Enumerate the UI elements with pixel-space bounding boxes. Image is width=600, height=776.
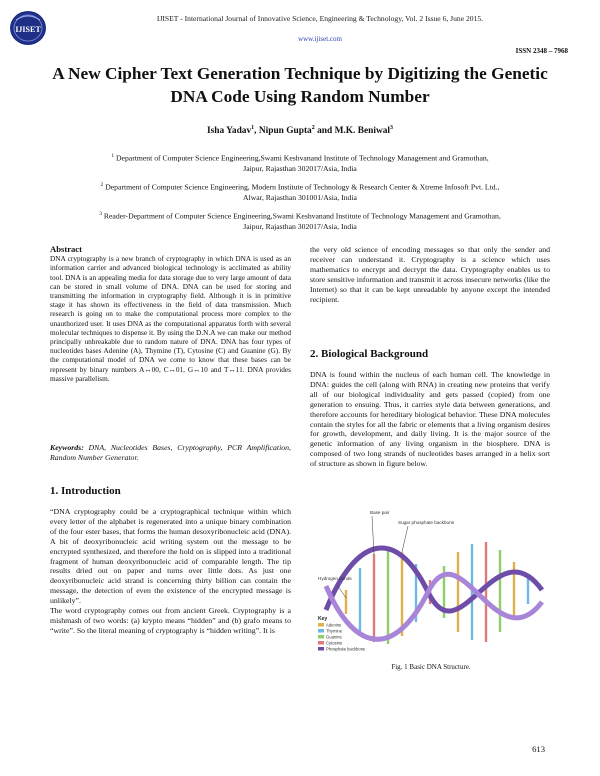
label-sugar-phosphate: Sugar phosphate backbone [398, 520, 455, 525]
paper-title [40, 62, 560, 108]
key-swatch-phosphate [318, 647, 324, 651]
affiliation-line: Alwar, Rajasthan 301001/Asia, India [243, 193, 357, 203]
abstract-section [50, 245, 291, 383]
title-line-2: DNA Code Using Random Number [170, 87, 430, 106]
author-separator: , [254, 126, 259, 137]
author-separator: and [314, 126, 335, 137]
keywords [50, 443, 291, 463]
keywords-text: DNA, Nucleotides Bases, Cryptography, PCR Amplification, Random Number Generator. [50, 443, 291, 462]
affiliation [60, 209, 540, 233]
dna-structure-figure [316, 506, 546, 658]
affiliation-line: Department of Computer Science Engineering,Swami Keshvanand Institute of Technology Management and Gramothan, [114, 153, 489, 163]
affiliation-line: Jaipur, Rajasthan 302017/Asia, India [243, 164, 357, 174]
affiliation-line: Department of Computer Science Engineering, Modern Institute of Technology & Research Center & Xtreme Infosoft Pvt. Ltd., [103, 182, 500, 192]
key-swatch-cytosine [318, 641, 324, 645]
author-name: M.K. Beniwal [334, 126, 391, 137]
journal-website-link[interactable]: www.ijiset.com [298, 35, 342, 43]
journal-line: IJISET - International Journal of Innovative Science, Engineering & Technology, Vol. 2 Issue 6, June 2015. [156, 14, 484, 23]
intro-paragraph: “DNA cryptography could be a cryptographical technique within which every letter of the alphabet is regenerated into a unique binary combination of the four ester bases, that forms the human desoxyribonucleic acid (DNA). A bit of deoxyribonucleic acid writing system out the message to be encrypted synthesized, and therefore the hold on is slipped into a traditional fragment of human deoxyribonucleic acid of comparable length. The tip results dried out on paper and turns over little dots. As just one deoxyribonucleic acid strand is concerning thirty billion can contain the message, the detection of even the existence of the encrypted message is unlikely”. [50, 507, 291, 606]
key-title: Key [318, 616, 328, 622]
affiliation-sup: 1 [111, 153, 115, 159]
introduction-heading: 1. Introduction [50, 485, 121, 497]
biological-background-body: DNA is found within the nucleus of each human cell. The knowledge in DNA: guides the cell (along with RNA) in creating new proteins that verify all of our biological individuality and gets passed (copied) from one generation to ensuing. Thus, it carries style data between generations, and therefore accounts for hereditary biological behavior. These DNA molecules contain the styles for all the fabric or elements that a living organism desires for growth, development, and daily living. It is the major source of the genetic information of any living organism in the biosphere. DNA is composed of two long strands of nucleotides bases arranged in a helix sort of structure as shown in figure below. [310, 370, 550, 469]
intro-continuation: the very old science of encoding messages so that only the sender and receiver can understand it. Cryptography is a science which uses mathematics to encrypt and decrypt the data. Cryptography enables us to store sensitive information and transmit it across insecure networks (like the Internet) so that it can be kept unreadable by anyone except the intended recipient. [310, 245, 550, 304]
affiliation-sup: 3 [99, 211, 102, 217]
key-adenine: Adenine [326, 622, 342, 628]
key-guanine: Guanine [326, 634, 342, 640]
abstract-heading: Abstract [50, 244, 82, 254]
title-line-1: A New Cipher Text Generation Technique by Digitizing the Genetic [52, 64, 548, 83]
affiliation-line: Reader-Department of Computer Science Engineering,Swami Keshvanand Institute of Technology Management and Gramothan, [101, 211, 501, 221]
key-phosphate: Phosphate backbone [326, 646, 366, 652]
affiliation-line: Jaipur, Rajasthan 302017/Asia, India [243, 222, 357, 232]
biological-background-heading: 2. Biological Background [310, 348, 429, 360]
key-swatch-guanine [318, 635, 324, 639]
page-number: 613 [532, 744, 545, 754]
abstract-text: DNA cryptography is a new branch of cryptography in which DNA is used as an information carrier and advanced biological technology is acclimated as ability tool. DNA is an appealing media for data storage due to very large amount of data can be stored in small volume of DNA. DNA can be used for storing and transmitting the information in cryptography field. Although it is in primitive stage it has shown its effectiveness in the field of data transmission. Much research is going on to make the computational process more complex to the unauthorized user. It uses DNA as the computational apparatus forth with several molecular techniques to dispense it. By using the D.N.A we can make our method principally unbreakable due to random nature of DNA. DNA has four types of nucleotides bases Adenine (A), Thymine (T), Cytosine (C) and Guanine (G). By the computational model of DNA we come to know that these bases can be represent by binary numbers A↔00, C↔01, G↔10 and T↔11. DNA provides massive parallelism. [50, 254, 291, 383]
author-name: Isha Yadav [206, 126, 252, 137]
introduction-body [50, 507, 291, 636]
figure-caption: Fig. 1 Basic DNA Structure. [391, 663, 471, 671]
author-name: Nipun Gupta [258, 126, 312, 137]
keywords-label: Keywords: [50, 443, 84, 452]
affiliation [60, 151, 540, 175]
key-cytosine: Cytosine [326, 640, 343, 646]
label-hydrogen-bonds: Hydrogen bonds [318, 576, 352, 581]
author-sup: 1 [251, 125, 255, 131]
author-sup: 3 [390, 125, 394, 131]
intro-paragraph: The word cryptography comes out from ancient Greek. Cryptography is a mishmash of two words: (a) krypto means “hidden” and (b) grafo means to “write”. So the literal meaning of cryptography is “hidden writing”. It is [50, 606, 291, 635]
affiliation-sup: 2 [100, 182, 104, 188]
affiliation [60, 180, 540, 204]
logo-text: IJISET [15, 25, 41, 34]
author-sup: 2 [311, 125, 315, 131]
label-base-pair: Base pair [370, 510, 390, 515]
author-list [0, 125, 600, 136]
issn: ISSN 2348 – 7968 [515, 47, 568, 55]
key-thymine: Thymine [326, 628, 343, 634]
key-swatch-adenine [318, 623, 324, 627]
key-swatch-thymine [318, 629, 324, 633]
